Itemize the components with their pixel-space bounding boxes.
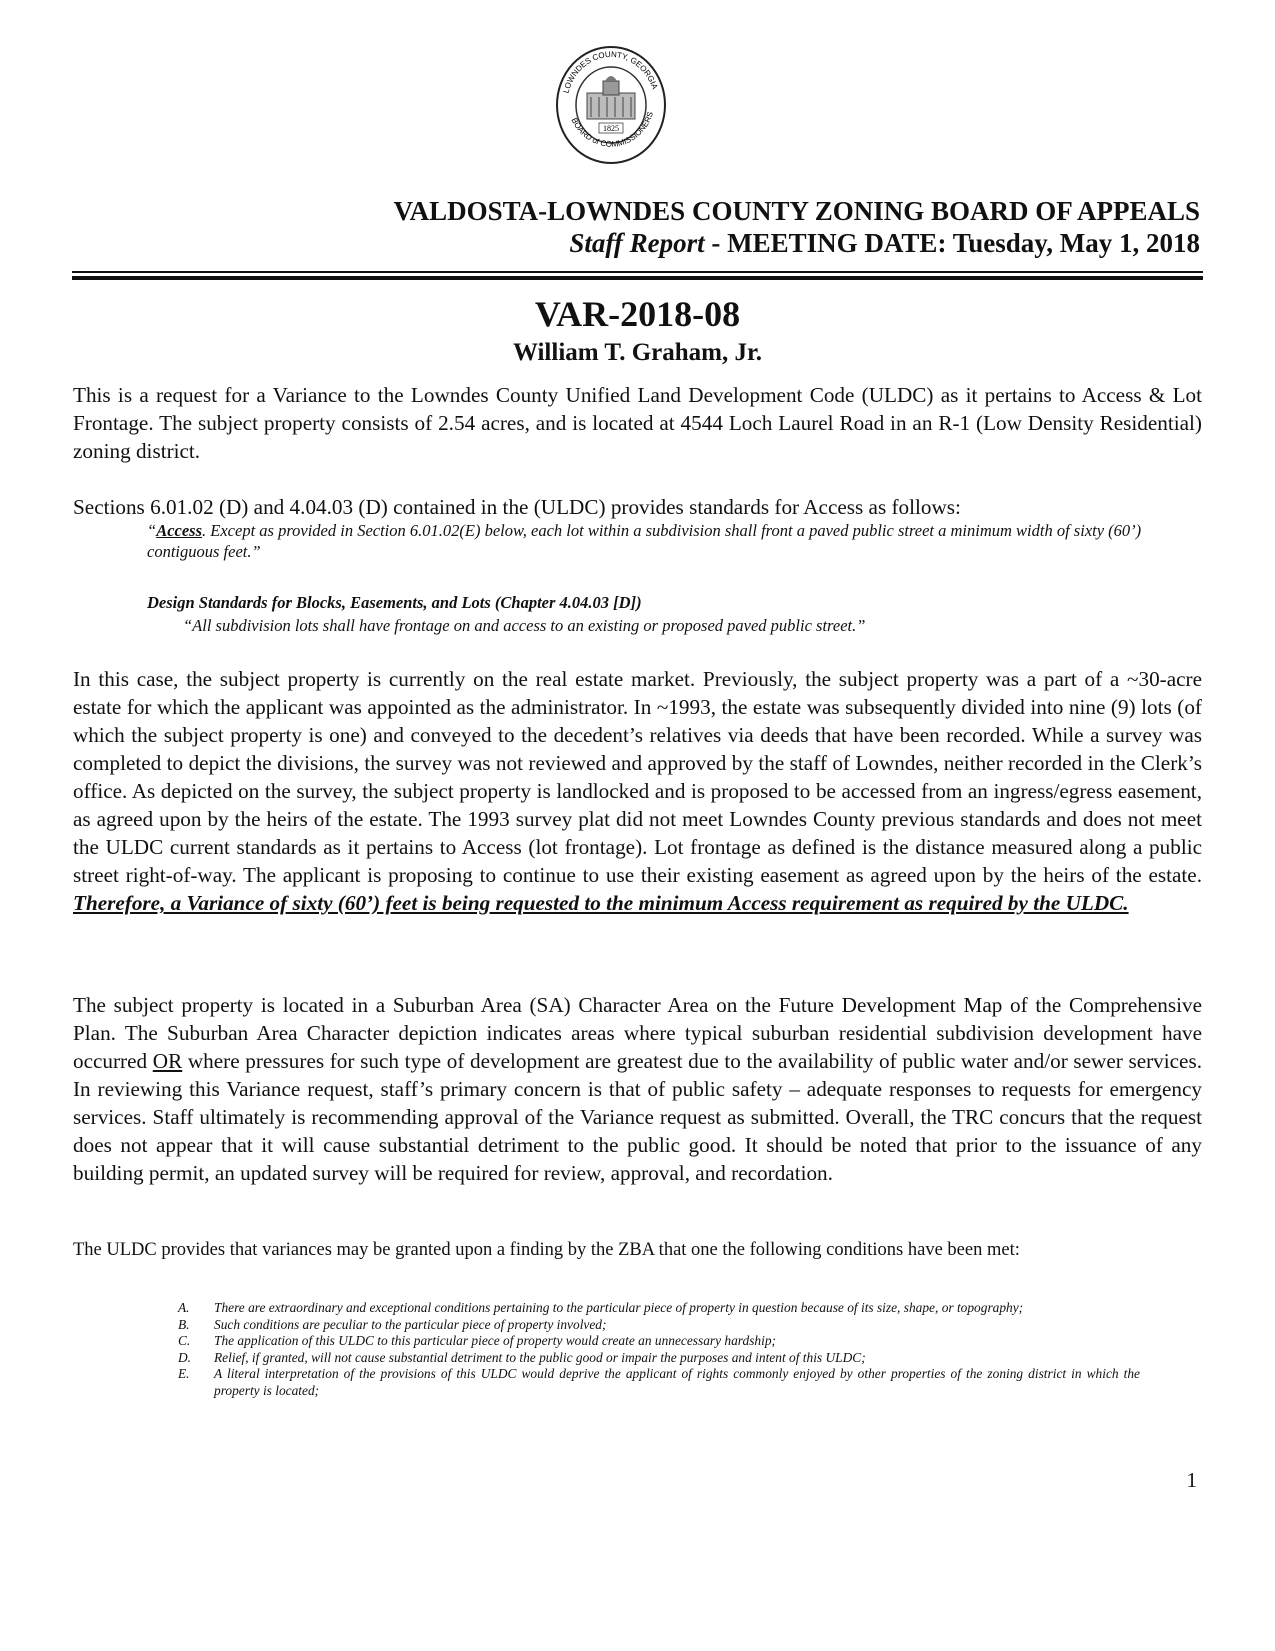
- condition-item: E. A literal interpretation of the provisions of this ULDC would deprive the applicant of rights commonly enjoyed by other properties of the zoning district in which the property is located;: [178, 1366, 1140, 1398]
- seal-top-text: LOWNDES COUNTY, GEORGIA: [561, 49, 660, 95]
- design-standards-heading: Design Standards for Blocks, Easements, and Lots (Chapter 4.04.03 [D]): [147, 593, 642, 612]
- county-seal-logo: [555, 45, 667, 165]
- condition-item: C. The application of this ULDC to this particular piece of property would create an unnecessary hardship;: [178, 1333, 776, 1348]
- condition-item: B. Such conditions are peculiar to the particular piece of property involved;: [178, 1316, 607, 1332]
- staff-report-label: Staff Report: [569, 228, 705, 258]
- sections-intro: Sections 6.01.02 (D) and 4.04.03 (D) contained in the (ULDC) provides standards for Access as follows:: [73, 495, 961, 519]
- access-term: Access: [156, 521, 203, 540]
- suburban-area-paragraph: The subject property is located in a Suburban Area (SA) Character Area on the Future Development Map of the Comprehensive Plan. The Suburban Area Character depiction indicates areas where typical suburban residential subdivision development have occurred OR where pressures for such type of development are greatest due to the availability of public water and/or sewer services. In reviewing this Variance request, staff’s primary concern is that of public safety – adequate responses to requests for emergency services. Staff ultimately is recommending approval of the Variance request as submitted. Overall, the TRC concurs that the request does not appear that it will cause substantial detriment to the public good. It should be noted that prior to the issuance of any building permit, an updated survey will be required for review, approval, and recordation.: [73, 993, 1203, 1185]
- header-rule-thin: [72, 271, 1203, 273]
- applicant-name: William T. Graham, Jr.: [512, 339, 763, 366]
- design-standards-quote: “All subdivision lots shall have frontage on and access to an existing or proposed paved public street.”: [183, 616, 866, 635]
- condition-item: A. There are extraordinary and exceptional conditions pertaining to the particular piece of property in question because of its size, shape, or topography;: [178, 1300, 1024, 1315]
- access-quote: “Access. Except as provided in Section 6.01.02(E) below, each lot within a subdivision shall front a paved public street a minimum width of sixty (60’) contiguous feet.”: [147, 521, 1142, 561]
- case-number: VAR-2018-08: [534, 294, 741, 334]
- variance-request-emphasis: Therefore, a Variance of sixty (60’) feet is being requested to the minimum Access requirement as required by the ULDC.: [73, 891, 1129, 915]
- case-paragraph: In this case, the subject property is currently on the real estate market. Previously, the subject property was a part of a ~30-acre estate for which the applicant was appointed as the administrator. In ~1993, the estate was subsequently divided into nine (9) lots (of which the subject property is one) and conveyed to the decedent’s relatives via deeds that have been recorded. While a survey was completed to depict the divisions, the survey was not reviewed and approved by the staff of Lowndes, neither recorded in the Clerk’s office. As depicted on the survey, the subject property is landlocked and is proposed to be accessed from an ingress/egress easement, as agreed upon by the heirs of the estate. The 1993 survey plat did not meet Lowndes County previous standards and does not meet the ULDC current standards as it pertains to Access (lot frontage). Lot frontage as defined is the distance measured along a public street right-of-way. The applicant is proposing to continue to use their existing easement as agreed upon by the heirs of the estate. Therefore, a Variance of sixty (60’) feet is being requested to the minimum Access requirement as required by the ULDC.: [73, 667, 1202, 915]
- conditions-intro: The ULDC provides that variances may be granted upon a finding by the ZBA that one the following conditions have been met:: [73, 1240, 1020, 1260]
- intro-paragraph: This is a request for a Variance to the Lowndes County Unified Land Development Code (ULDC) as it pertains to Access & Lot Frontage. The subject property consists of 2.54 acres, and is located at 4544 Loch Laurel Road in an R-1 (Low Density Residential) zoning district.: [73, 383, 1202, 463]
- meeting-date: - MEETING DATE: Tuesday, May 1, 2018: [704, 228, 1200, 258]
- board-title: VALDOSTA-LOWNDES COUNTY ZONING BOARD OF APPEALS: [393, 196, 1200, 226]
- or-emphasis: OR: [152, 1049, 183, 1073]
- seal-year: 1825: [603, 124, 619, 133]
- page-number: 1: [1186, 1468, 1197, 1492]
- meeting-line: [394, 227, 1200, 259]
- header-rule-thick: [72, 276, 1203, 280]
- condition-item: D. Relief, if granted, will not cause substantial detriment to the public good or impair the purposes and intent of this ULDC;: [178, 1349, 866, 1365]
- report-header: [394, 195, 1200, 259]
- conditions-list: [178, 1300, 1140, 1399]
- seal-bottom-text: BOARD of COMMISSIONERS: [569, 110, 656, 149]
